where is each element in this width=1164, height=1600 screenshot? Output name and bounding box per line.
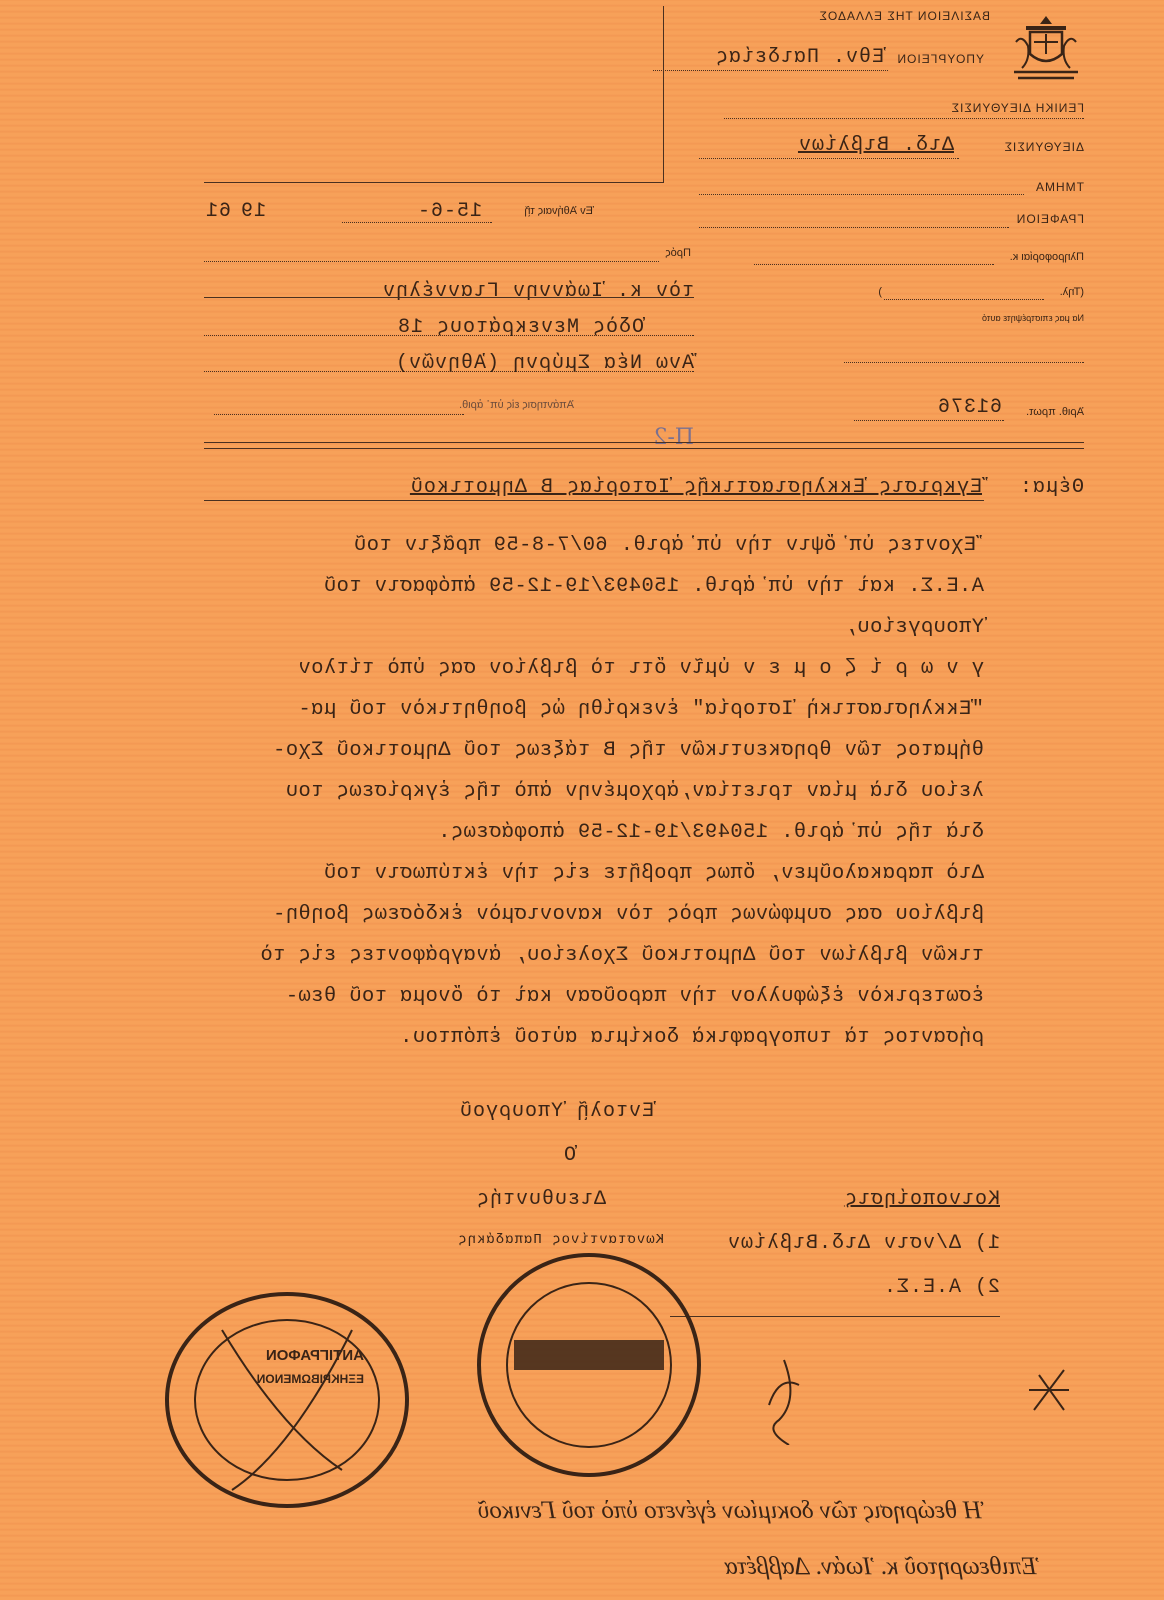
coat-of-arms-icon xyxy=(1008,12,1084,84)
recipient-line-3: Ἄνω Νέα Σμύρνη (Ἀθηνῶν) xyxy=(394,352,694,375)
recipient-line-1: τὸν κ. Ἰωάννην Γιαννέλην xyxy=(381,280,694,303)
protocol-value: 61376 xyxy=(936,396,1002,419)
tel-close: ) xyxy=(878,286,882,298)
kingdom-title: ΒΑΣΙΛΕΙΟΝ ΤΗΣ ΕΛΛΑΔΟΣ xyxy=(818,9,990,23)
body-line-12: ἐσωτερικὸν ἐξώφυλλον τὴν παροῦσαν καὶ τὸ ὄνομα τοῦ θεω- xyxy=(285,985,984,1008)
official-seal-stamp xyxy=(474,1250,704,1480)
body-line-6: θήματος τῶν θρησκευτικῶν τῆς Β τάξεως τοῦ Δημοτικοῦ Σχο- xyxy=(272,739,984,762)
distribution-item-1: 1) Δ/νσιν Διδ.Βιβλίων xyxy=(726,1232,1000,1255)
directorate-value: Διδ. Βιβλίων xyxy=(797,134,954,157)
reply-ref-label: Ἀπάντησις εἰς ὑπ᾿ ἀριθ. xyxy=(459,399,574,411)
signature-subtitle: Κωνσταντίνος Παπαδάκης xyxy=(457,1232,664,1248)
signature-article: Ὁ xyxy=(562,1144,576,1167)
office-label: ΓΡΑΦΕΙΟΝ xyxy=(1015,212,1084,226)
year-prefix: 19 xyxy=(239,200,266,223)
signature-scribble-middle xyxy=(759,1355,809,1445)
signature-order-line: Ἐντολῇ Ὑπουργοῦ xyxy=(458,1100,654,1123)
body-line-13: ρήσαντος τὰ τυπογραφικὰ δοκίμια αὐτοῦ ἐπόπτου. xyxy=(399,1026,984,1049)
body-line-1: Ἔχοντες ὑπ᾿ὄψιν τὴν ὑπ᾿ἀριθ. 60/7-8-59 πρᾶξιν τοῦ xyxy=(353,534,976,557)
handwritten-mark: Π-2 xyxy=(653,425,694,450)
date-value: 15-6- xyxy=(416,200,482,223)
body-line-2: Α.Ε.Σ. καὶ τὴν ὑπ᾿ἀριθ. 150493/19-12-59 ἀπόφασιν τοῦ xyxy=(323,575,984,598)
footer-line-2: Ἐπιθεωρητοῦ κ. Ἰωάν. Δαββέτα xyxy=(724,1553,1039,1580)
body-line-10: βιβλίου σας συμφώνως πρὸς τὸν κανονισμὸν ἐκδόσεως βοηθη- xyxy=(272,903,984,926)
copy-certified-stamp xyxy=(162,1290,412,1510)
ministry-label: ΥΠΟΥΡΓΕΙΟΝ xyxy=(896,52,984,66)
distribution-heading: Κοινοποίησις xyxy=(843,1188,1000,1211)
year-value: 61 xyxy=(204,200,231,223)
footer-line-1: Ἡ θεώρησις τῶν δοκιμίων ἐγένετο ὑπὸ τοῦ Γενικοῦ xyxy=(477,1497,984,1524)
signature-scribble-left xyxy=(1024,1360,1074,1420)
stamp-text-certified: ΕΞΗΚΡΙΒΩΜΕΝΟΝ xyxy=(256,1372,364,1386)
general-directorate-label: ΓΕΝΙΚΗ ΔΙΕΥΘΥΝΣΙΣ xyxy=(950,101,1084,115)
date-prefix: Ἐν Ἀθήναις τῇ xyxy=(524,205,594,217)
body-line-8: διὰ τῆς ὑπ᾿ἀριθ. 150493/19-12-59 ἀποφάσεως. xyxy=(437,821,984,844)
body-line-4: γ ν ω ρ ί ζ ο μ ε ν ὑμῖν ὅτι τὸ βιβλίον σας ὑπὸ τίτλον xyxy=(298,657,984,680)
directorate-label: ΔΙΕΥΘΥΝΣΙΣ xyxy=(1003,140,1084,154)
reply-note: Να μας επιστρέψητε αυτό xyxy=(981,313,1084,323)
protocol-label: Ἀριθ. πρωτ. xyxy=(1026,406,1084,418)
recipient-line-2: Ὁδὸς Μενεκράτους 18 xyxy=(396,316,644,339)
body-line-3: Ὑπουργείου, xyxy=(844,616,984,639)
body-line-7: λείου διὰ μίαν τριετίαν,ἀρχομένην ἀπὸ τῆς ἐγκρίσεως του xyxy=(285,780,984,803)
tel-label: (Τηλ. xyxy=(1059,286,1084,298)
body-line-5: "Ἐκκλησιαστικὴ Ἱστορία" ἐνεκρίθη ὡς βοηθητικὸν τοῦ μα- xyxy=(298,698,984,721)
distribution-item-2: 2) Α.Ε.Σ. xyxy=(882,1276,1000,1299)
subject-label: Θέμα: xyxy=(1018,476,1084,499)
ministry-value: Ἐθν. Παιδείας xyxy=(714,46,884,69)
body-line-9: Διὸ παρακαλοῦμεν, ὅπως προβῆτε εἰς τὴν ἐκτύπωσιν τοῦ xyxy=(323,862,984,885)
stamp-text-copy: ΑΝΤΙΓΡΑΦΟΝ xyxy=(265,1347,364,1364)
to-label: Πρός xyxy=(665,247,691,259)
body-line-11: τικῶν βιβλίων τοῦ Δημοτικοῦ Σχολείου, ἀναγράφοντες εἰς τὸ xyxy=(259,944,984,967)
section-label: ΤΜΗΜΑ xyxy=(1035,180,1084,194)
signature-title: Διευθυντής xyxy=(475,1188,606,1211)
subject-value: Ἔγκρισις Ἐκκλησιαστικῆς Ἱστορίας Β Δημοτικοῦ xyxy=(409,476,982,499)
info-label: Πληροφορίαι κ. xyxy=(1009,251,1084,263)
